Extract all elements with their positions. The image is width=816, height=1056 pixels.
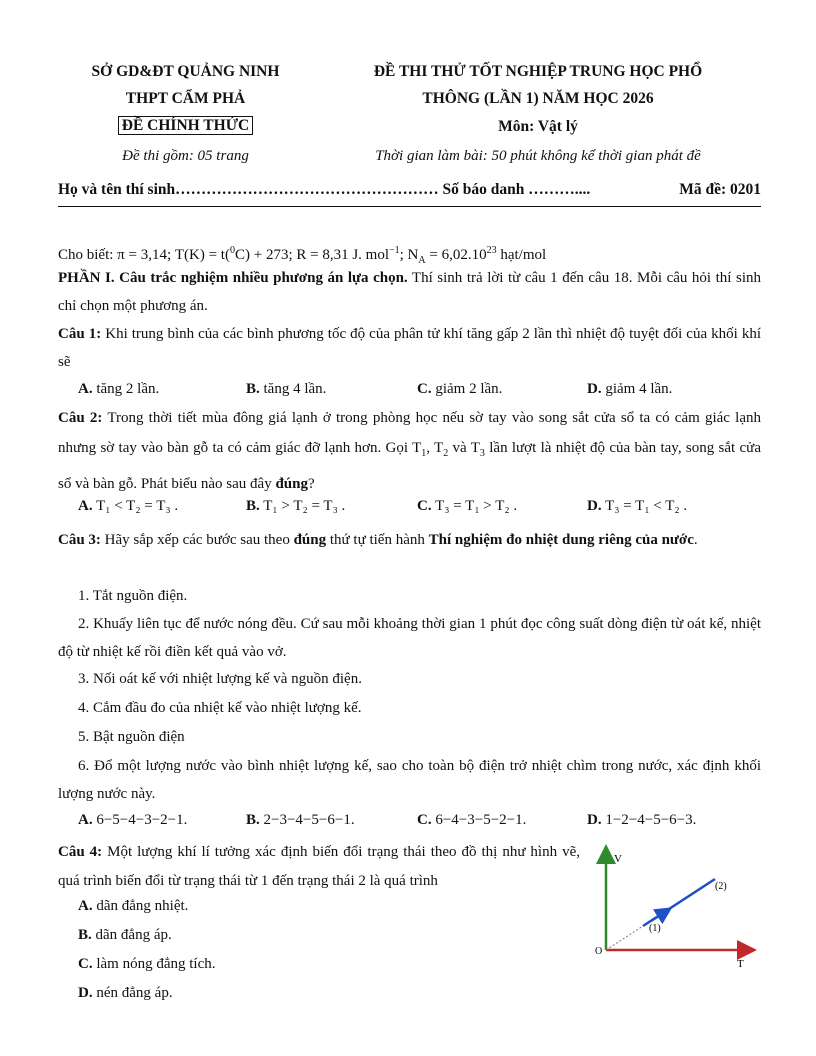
q4-b-text: dãn đẳng áp. bbox=[91, 927, 172, 943]
q2-option-a[interactable] bbox=[78, 498, 178, 515]
given-sup-0: 0 bbox=[229, 245, 235, 256]
q1-a-text: tăng 2 lần. bbox=[92, 381, 160, 397]
part1-text: Thí sinh trả lời từ câu 1 đến câu 18. Mỗi câu hỏi thí sinh chỉ chọn một phương án. bbox=[58, 270, 761, 314]
q2-text4: lần lượt là nhiệt độ của bàn tay, song sắt cửa sổ và bàn gỗ. Phát biểu nào sau đây bbox=[58, 440, 761, 492]
q3-emph: đúng bbox=[293, 532, 327, 548]
q1-option-a[interactable] bbox=[78, 381, 159, 398]
school-name: THPT CẨM PHẢ bbox=[125, 90, 246, 107]
candidate-line bbox=[58, 181, 590, 199]
candidate-name-dots: …………………………………………… bbox=[175, 181, 439, 198]
official-label-wrap bbox=[58, 117, 313, 135]
y-axis-label: V bbox=[614, 853, 622, 865]
q4-d-text: nén đẳng áp. bbox=[92, 985, 173, 1001]
state-1-label: (1) bbox=[649, 923, 661, 934]
q1-option-b[interactable] bbox=[246, 381, 326, 398]
q1-b-letter: B. bbox=[246, 381, 260, 397]
q1-option-d[interactable] bbox=[587, 381, 672, 398]
q3-d-letter: D. bbox=[587, 812, 602, 828]
official-label: ĐỀ CHÍNH THỨC bbox=[118, 116, 253, 135]
q1-label: Câu 1: bbox=[58, 326, 102, 342]
q2-c-letter: C. bbox=[417, 498, 432, 514]
q2-sub1: 1 bbox=[421, 448, 427, 459]
q3-b-letter: B. bbox=[246, 812, 260, 828]
extrapolation-line bbox=[606, 926, 643, 950]
given-suffix: hạt/mol bbox=[496, 247, 547, 263]
q3-c-letter: C. bbox=[417, 812, 432, 828]
q2-text5: ? bbox=[308, 476, 315, 492]
question-4 bbox=[58, 838, 580, 896]
candidate-name-label: Họ và tên thí sinh bbox=[58, 181, 176, 198]
given-mid1: C) + 273; R = 8,31 J. mol bbox=[234, 247, 389, 263]
q2-b-text: T₁ > T₂ = T₃ . bbox=[263, 498, 346, 514]
q2-c-text: T₃ = T₁ > T₂ . bbox=[435, 498, 518, 514]
q3-text2: thứ tự tiến hành bbox=[326, 532, 429, 548]
q1-d-text: giảm 4 lần. bbox=[601, 381, 673, 397]
page-count: Đề thi gồm: 05 trang bbox=[122, 148, 249, 164]
q3-a-letter: A. bbox=[78, 812, 93, 828]
q3-step-3: 3. Nối oát kế với nhiệt lượng kế và nguồn điện. bbox=[78, 671, 362, 687]
q2-sub2: 2 bbox=[443, 448, 449, 459]
exam-title-line2: THÔNG (LẦN 1) NĂM HỌC 2026 bbox=[422, 90, 654, 107]
q3-step-4: 4. Cắm đầu đo của nhiệt kế vào nhiệt lượng kế. bbox=[78, 700, 362, 716]
given-sup-23: 23 bbox=[486, 245, 497, 256]
candidate-id-dots: ……….... bbox=[528, 181, 591, 198]
q3-label: Câu 3: bbox=[58, 532, 101, 548]
q2-text1: Trong thời tiết mùa đông giá lạnh ở trong phòng học nếu sờ tay vào song sắt cửa sổ ta có cảm giác lạnh nhưng sờ tay vào bàn gỗ ta có cảm giác đỡ lạnh hơn. Gọi T bbox=[58, 410, 762, 456]
q3-b-text: 2−3−4−5−6−1. bbox=[259, 812, 355, 828]
candidate-id-label: Số báo danh bbox=[442, 181, 525, 198]
q4-label: Câu 4: bbox=[58, 844, 103, 860]
given-mid2: ; N bbox=[399, 247, 419, 263]
q4-option-c[interactable] bbox=[78, 956, 216, 973]
part1-intro bbox=[58, 264, 761, 320]
q4-text: Một lượng khí lí tưởng xác định biến đổi trạng thái theo đồ thị như hình vẽ, quá trình biến đổi từ trạng thái từ 1 đến trạng thái 2 là quá trình bbox=[58, 844, 580, 889]
q2-d-letter: D. bbox=[587, 498, 602, 514]
q3-option-a[interactable] bbox=[78, 812, 187, 829]
q4-option-d[interactable] bbox=[78, 985, 173, 1002]
direction-arrow bbox=[651, 912, 665, 921]
q4-option-b[interactable] bbox=[78, 927, 172, 944]
x-axis-label: T bbox=[737, 958, 744, 970]
q3-text1: Hãy sắp xếp các bước sau theo bbox=[100, 532, 294, 548]
q2-a-text: T₁ < T₂ = T₃ . bbox=[96, 498, 179, 514]
q1-c-text: giảm 2 lần. bbox=[431, 381, 503, 397]
question-3 bbox=[58, 526, 761, 554]
q3-text3: . bbox=[693, 532, 698, 548]
q4-a-text: dãn đẳng nhiệt. bbox=[92, 898, 189, 914]
q2-label: Câu 2: bbox=[58, 410, 103, 426]
exam-time: Thời gian làm bài: 50 phút không kể thời gian phát đề bbox=[375, 148, 701, 164]
q2-b-letter: B. bbox=[246, 498, 260, 514]
q1-text: Khi trung bình của các bình phương tốc độ của phân tử khí tăng gấp 2 lần thì nhiệt độ tuyệt đối của khối khí sẽ bbox=[58, 326, 761, 370]
given-prefix: Cho biết: π = 3,14; T(K) = t( bbox=[58, 247, 230, 263]
q3-step-2: 2. Khuấy liên tục để nước nóng đều. Cứ sau mỗi khoảng thời gian 1 phút đọc công suất dòng điện từ oát kế, nhiệt độ từ nhiệt kế rồi điền kết quả vào vở. bbox=[58, 616, 761, 660]
q2-text2: , T bbox=[426, 440, 444, 456]
department-name: SỞ GD&ĐT QUẢNG NINH bbox=[91, 63, 280, 80]
exam-title-line1: ĐỀ THI THỬ TỐT NGHIỆP TRUNG HỌC PHỔ bbox=[373, 63, 703, 80]
given-sub-a: A bbox=[418, 255, 426, 266]
origin-label: O bbox=[595, 946, 603, 957]
exam-code: Mã đề: 0201 bbox=[679, 181, 761, 198]
q3-option-d[interactable] bbox=[587, 812, 696, 829]
vt-graph bbox=[585, 842, 760, 972]
q4-c-text: làm nóng đẳng tích. bbox=[92, 956, 216, 972]
given-sup-m1: −1 bbox=[389, 245, 400, 256]
q2-option-c[interactable] bbox=[417, 498, 517, 515]
q2-text3: và T bbox=[448, 440, 480, 456]
given-mid3: = 6,02.10 bbox=[425, 247, 487, 263]
q3-d-text: 1−2−4−5−6−3. bbox=[601, 812, 697, 828]
q1-a-letter: A. bbox=[78, 381, 93, 397]
q3-step-6: 6. Đổ một lượng nước vào bình nhiệt lượng kế, sao cho toàn bộ điện trở nhiệt chìm trong nước, xác định khối lượng nước này. bbox=[58, 758, 761, 802]
q1-option-c[interactable] bbox=[417, 381, 502, 398]
q4-b-letter: B. bbox=[78, 927, 92, 943]
header-divider bbox=[58, 206, 761, 207]
q3-option-c[interactable] bbox=[417, 812, 526, 829]
q3-a-text: 6−5−4−3−2−1. bbox=[92, 812, 188, 828]
q2-d-text: T₃ = T₁ < T₂ . bbox=[605, 498, 688, 514]
q4-c-letter: C. bbox=[78, 956, 93, 972]
q2-option-d[interactable] bbox=[587, 498, 687, 515]
question-2 bbox=[58, 403, 761, 499]
state-2-label: (2) bbox=[715, 881, 727, 892]
q4-a-letter: A. bbox=[78, 898, 93, 914]
question-1 bbox=[58, 320, 761, 376]
q2-sub3: 3 bbox=[479, 448, 485, 459]
q1-c-letter: C. bbox=[417, 381, 432, 397]
q4-option-a[interactable] bbox=[78, 898, 188, 915]
q3-step-5: 5. Bật nguồn điện bbox=[78, 729, 185, 745]
q2-option-b[interactable] bbox=[246, 498, 345, 515]
q3-step-1: 1. Tắt nguồn điện. bbox=[78, 588, 188, 604]
subject: Môn: Vật lý bbox=[498, 118, 578, 135]
q2-emph: đúng bbox=[275, 476, 308, 492]
q4-d-letter: D. bbox=[78, 985, 93, 1001]
q3-c-text: 6−4−3−5−2−1. bbox=[431, 812, 527, 828]
q2-a-letter: A. bbox=[78, 498, 93, 514]
q1-d-letter: D. bbox=[587, 381, 602, 397]
q1-b-text: tăng 4 lần. bbox=[259, 381, 327, 397]
part1-title: PHẦN I. Câu trắc nghiệm nhiều phương án lựa chọn. bbox=[58, 270, 408, 286]
q3-option-b[interactable] bbox=[246, 812, 355, 829]
q3-emph2: Thí nghiệm đo nhiệt dung riêng của nước bbox=[428, 532, 694, 548]
